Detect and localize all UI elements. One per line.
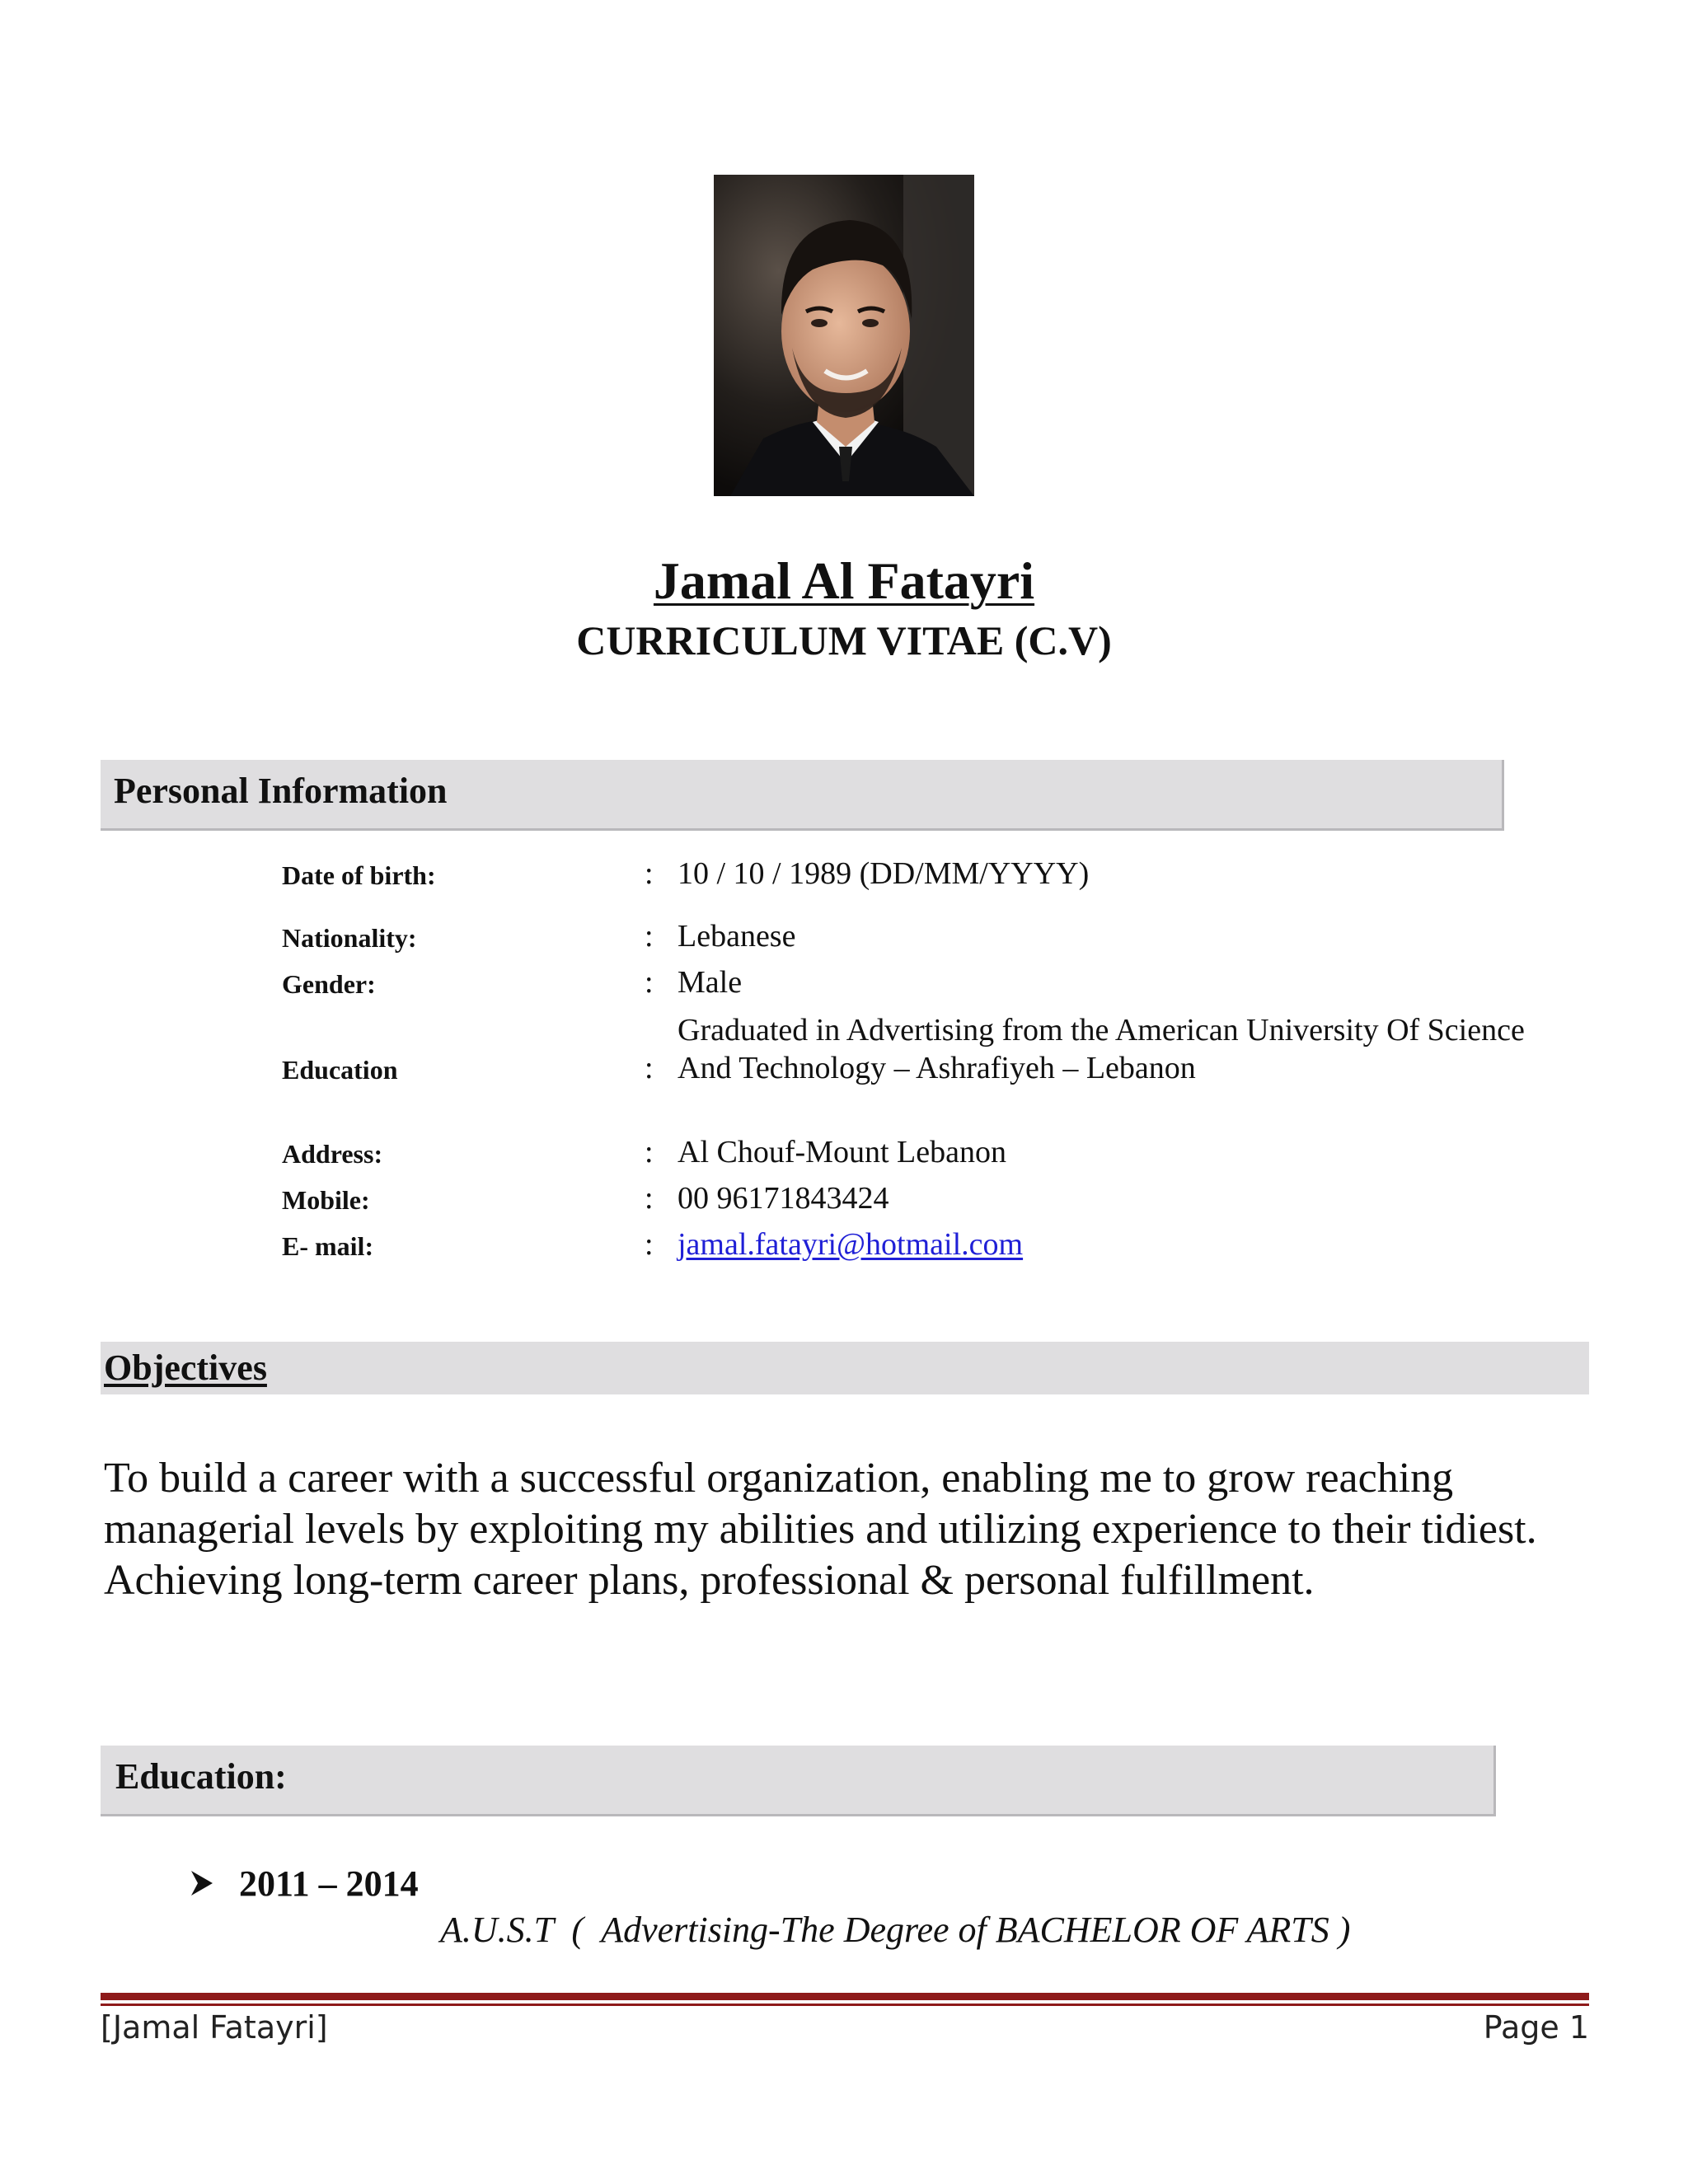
value-address: Al Chouf-Mount Lebanon <box>678 1135 1006 1169</box>
objectives-text-line: managerial levels by exploiting my abilities and utilizing experience to their tidiest. <box>104 1506 1537 1553</box>
value-education-line-1: Graduated in Advertising from the American University Of Science <box>678 1013 1525 1047</box>
label-mobile: Mobile: <box>282 1185 370 1215</box>
section-title-personal-information: Personal Information <box>114 771 448 811</box>
label-address: Address: <box>282 1139 383 1169</box>
label-education: Education <box>282 1055 398 1085</box>
section-title-objectives: Objectives <box>104 1347 267 1388</box>
separator: : <box>645 1051 654 1085</box>
document-title: CURRICULUM VITAE (C.V) <box>576 617 1112 663</box>
separator: : <box>645 1135 654 1169</box>
objectives-text-line: Achieving long-term career plans, professional & personal fulfillment. <box>104 1557 1315 1604</box>
separator: : <box>645 1227 654 1262</box>
footer-rule-thin <box>101 2004 1589 2006</box>
footer-author: [Jamal Fatayri] <box>101 2009 328 2046</box>
separator: : <box>645 1181 654 1216</box>
section-bar-objectives <box>101 1342 1589 1394</box>
value-education-line-2: And Technology – Ashrafiyeh – Lebanon <box>678 1051 1196 1085</box>
label-email: E- mail: <box>282 1231 374 1261</box>
education-description: A.U.S.T ( Advertising-The Degree of BACHELOR OF ARTS ) <box>440 1910 1351 1950</box>
section-title-education: Education: <box>115 1756 287 1797</box>
label-date-of-birth: Date of birth: <box>282 860 436 890</box>
page-number: Page 1 <box>1483 2009 1589 2046</box>
email-link[interactable]: jamal.fatayri@hotmail.com <box>678 1227 1024 1262</box>
value-nationality: Lebanese <box>678 919 796 954</box>
label-nationality: Nationality: <box>282 923 417 953</box>
separator: : <box>645 856 654 891</box>
section-bar-education <box>101 1746 1496 1816</box>
value-date-of-birth: 10 / 10 / 1989 (DD/MM/YYYY) <box>678 856 1090 891</box>
footer-rule <box>101 1993 1589 2000</box>
value-mobile: 00 96171843424 <box>678 1181 889 1216</box>
arrow-bullet-icon <box>190 1869 214 1897</box>
separator: : <box>645 919 654 954</box>
objectives-text-line: To build a career with a successful organization, enabling me to grow reaching <box>104 1455 1454 1502</box>
profile-photo <box>714 175 974 496</box>
value-gender: Male <box>678 965 743 1000</box>
education-years: 2011 – 2014 <box>239 1863 419 1904</box>
label-gender: Gender: <box>282 969 376 999</box>
candidate-name: Jamal Al Fatayri <box>653 551 1035 610</box>
separator: : <box>645 965 654 1000</box>
